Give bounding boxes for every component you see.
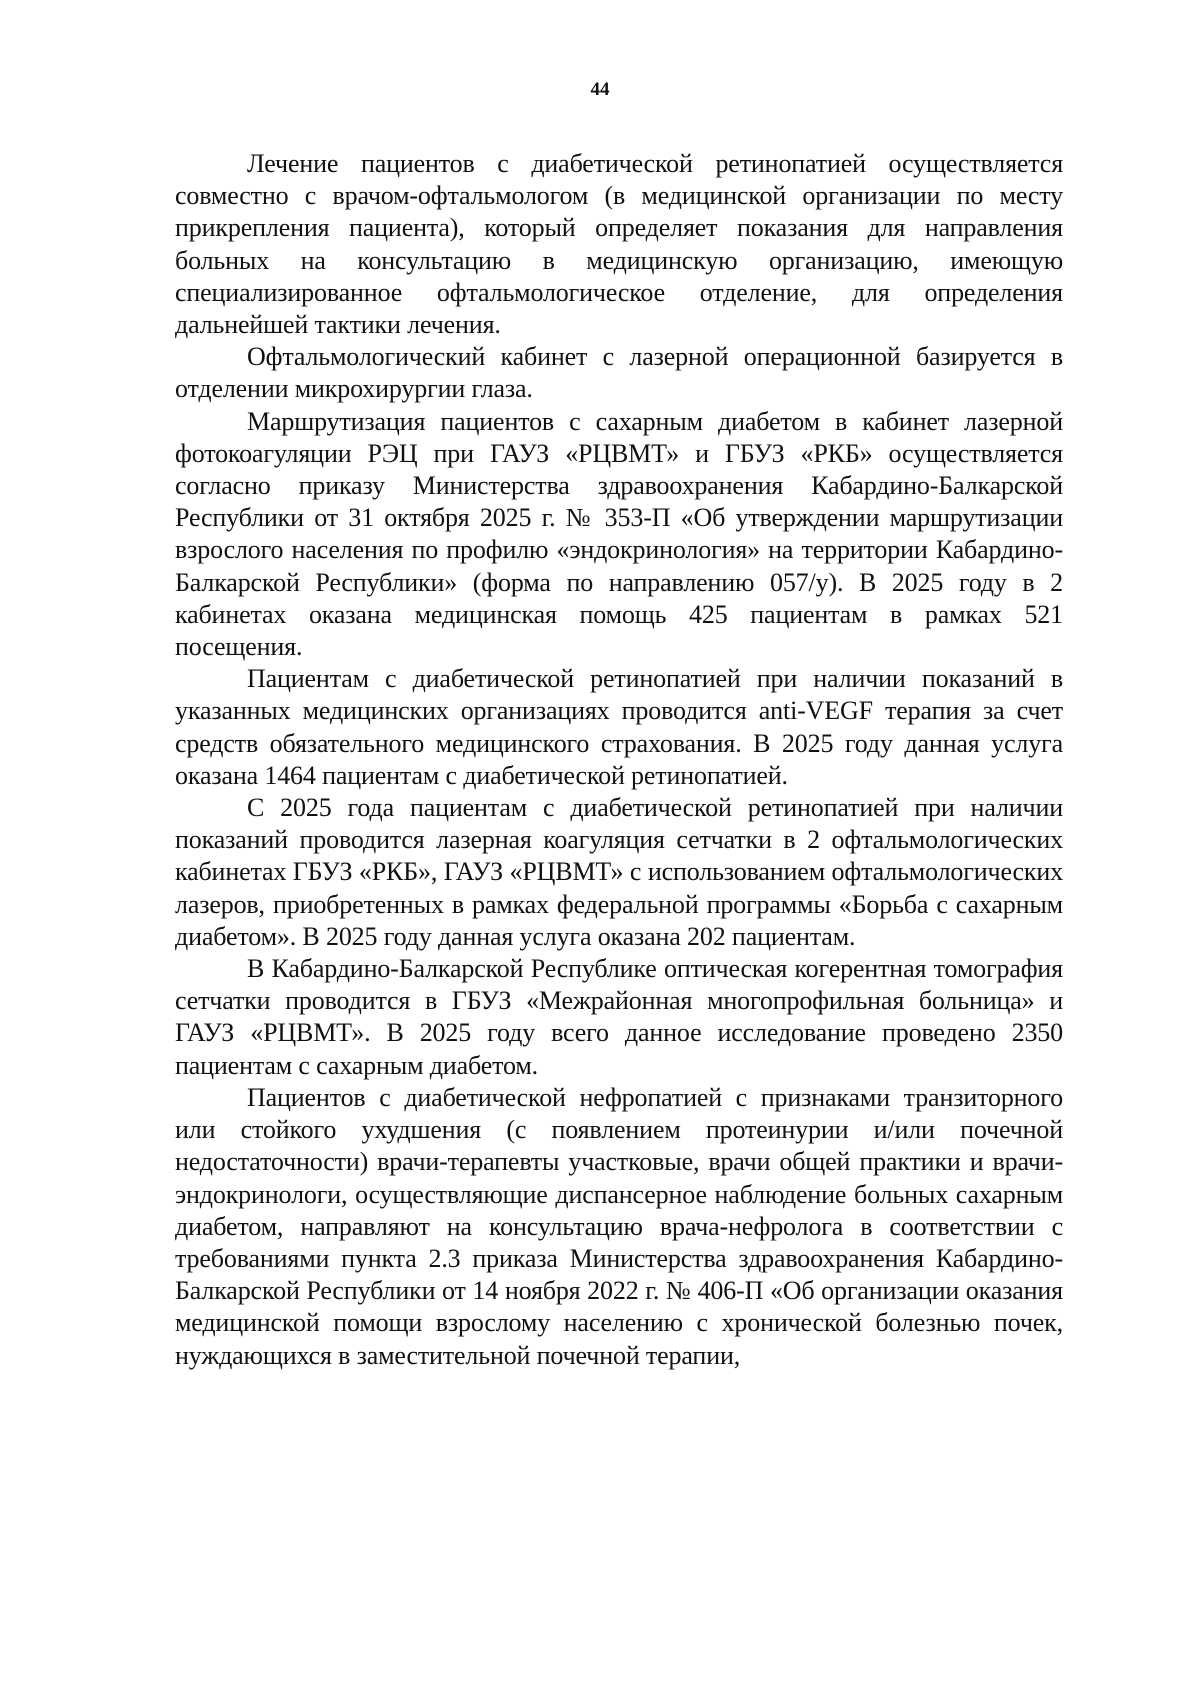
page-number: 44 bbox=[590, 79, 610, 100]
document-body bbox=[175, 148, 1063, 1372]
paragraph-oct: В Кабардино-Балкарской Республике оптическая когерентная томография сетчатки проводится в ГБУЗ «Межрайонная многопрофильная больница» и ГАУЗ «РЦВМТ». В 2025 году всего данное исследование проведено 2350 пациентам с сахарным диабетом. bbox=[175, 954, 1063, 1080]
paragraph-retinopathy-treatment: Лечение пациентов с диабетической ретинопатией осуществляется совместно с врачом-офтальмологом (в медицинской организации по месту прикрепления пациента), который определяет показания для направления больных на консультацию в медицинскую организацию, имеющую специализированное офтальмологическое отделение, для определения дальнейшей тактики лечения. bbox=[175, 149, 1063, 340]
paragraph-nephropathy: Пациентов с диабетической нефропатией с признаками транзиторного или стойкого ухудшения (с появлением протеинурии и/или почечной недостаточности) врачи-терапевты участковые, врачи общей практики и врачи-эндокринологи, осуществляющие диспансерное наблюдение больных сахарным диабетом, направляют на консультацию врача-нефролога в соответствии с требованиями пункта 2.3 приказа Министерства здравоохранения Кабардино-Балкарской Республики от 14 ноября 2022 г. № 406-П «Об организации оказания медицинской помощи взрослому населению с хронической болезнью почек, нуждающихся в заместительной почечной терапии, bbox=[175, 1082, 1063, 1370]
paragraph-anti-vegf: Пациентам с диабетической ретинопатией при наличии показаний в указанных медицинских организациях проводится anti-VEGF терапия за счет средств обязательного медицинского страхования. В 2025 году данная услуга оказана 1464 пациентам с диабетической ретинопатией. bbox=[175, 664, 1063, 790]
paragraph-routing: Маршрутизация пациентов с сахарным диабетом в кабинет лазерной фотокоагуляции РЭЦ при ГАУЗ «РЦВМТ» и ГБУЗ «РКБ» осуществляется согласно приказу Министерства здравоохранения Кабардино-Балкарской Республики от 31 октября 2025 г. № 353-П «Об утверждении маршрутизации взрослого населения по профилю «эндокринология» на территории Кабардино-Балкарской Республики» (форма по направлению 057/у). В 2025 году в 2 кабинетах оказана медицинская помощь 425 пациентам в рамках 521 посещения. bbox=[175, 406, 1063, 662]
paragraph-laser-coagulation: С 2025 года пациентам с диабетической ретинопатией при наличии показаний проводится лазерная коагуляция сетчатки в 2 офтальмологических кабинетах ГБУЗ «РКБ», ГАУЗ «РЦВМТ» с использованием офтальмологических лазеров, приобретенных в рамках федеральной программы «Борьба с сахарным диабетом». В 2025 году данная услуга оказана 202 пациентам. bbox=[175, 793, 1063, 951]
paragraph-laser-cabinet: Офтальмологический кабинет с лазерной операционной базируется в отделении микрохирургии глаза. bbox=[175, 342, 1063, 404]
